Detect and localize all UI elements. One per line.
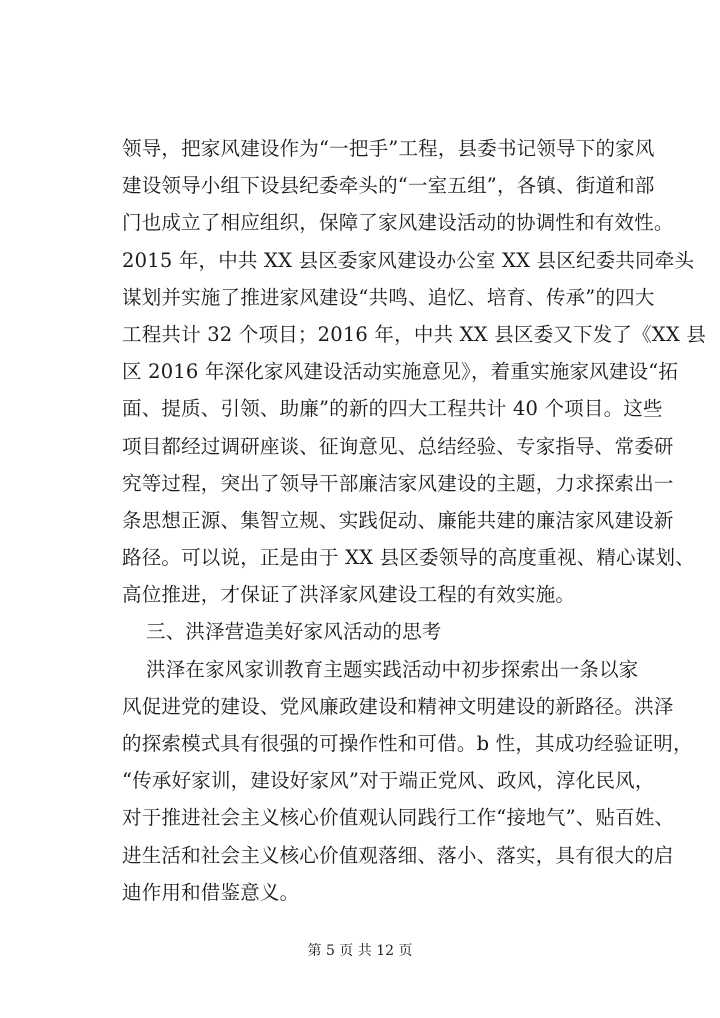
text-line: 洪泽在家风家训教育主题实践活动中初步探索出一条以家 [146, 657, 639, 681]
text-line: 面、提质、引领、助廉”的新的四大工程共计 40 个项目。这些 [122, 397, 663, 421]
text-line: 路径。可以说，正是由于 XX 县区委领导的高度重视、精心谋划、 [122, 546, 695, 570]
text-line: 风促进党的建设、党风廉政建设和精神文明建设的新路径。洪泽 [122, 694, 674, 718]
text-line: 迪作用和借鉴意义。 [122, 880, 300, 904]
text-line: 建设领导小组下设县纪委牵头的“一室五组”，各镇、街道和部 [122, 174, 655, 198]
text-line: 条思想正源、集智立规、实践促动、廉能共建的廉洁家风建设新 [122, 508, 674, 532]
text-line: 的探索模式具有很强的可操作性和可借。b 性，其成功经验证明， [122, 732, 693, 755]
paragraph-2 [122, 651, 693, 911]
paragraph-1 [122, 130, 707, 613]
section-heading: 三、洪泽营造美好家风活动的思考 [146, 620, 442, 644]
text-line: 工程共计 32 个项目；2016 年，中共 XX 县区委又下发了《XX 县 [122, 322, 707, 346]
text-line: 区 2016 年深化家风建设活动实施意见》，着重实施家风建设“拓 [122, 360, 679, 384]
text-line: “传承好家训，建设好家风”对于端正党风、政风，淳化民风， [122, 769, 655, 793]
text-line: 项目都经过调研座谈、征询意见、总结经验、专家指导、常委研 [122, 434, 674, 458]
document-body [122, 130, 707, 911]
text-line: 2015 年，中共 XX 县区委家风建设办公室 XX 县区纪委共同牵头 [122, 248, 695, 272]
text-line: 领导，把家风建设作为“一把手”工程，县委书记领导下的家风 [122, 137, 655, 160]
text-line: 门也成立了相应组织，保障了家风建设活动的协调性和有效性。 [122, 211, 674, 235]
text-line: 对于推进社会主义核心价值观认同践行工作“接地气”、贴百姓、 [122, 806, 675, 830]
text-line: 谋划并实施了推进家风建设“共鸣、追忆、培育、传承”的四大 [122, 285, 655, 309]
page-number-footer: 第 5 页 共 12 页 [307, 943, 413, 959]
text-line: 高位推进，才保证了洪泽家风建设工程的有效实施。 [122, 583, 576, 607]
text-line: 进生活和社会主义核心价值观落细、落小、落实，具有很大的启 [122, 843, 674, 867]
text-line: 究等过程，突出了领导干部廉洁家风建设的主题，力求探索出一 [122, 471, 674, 495]
